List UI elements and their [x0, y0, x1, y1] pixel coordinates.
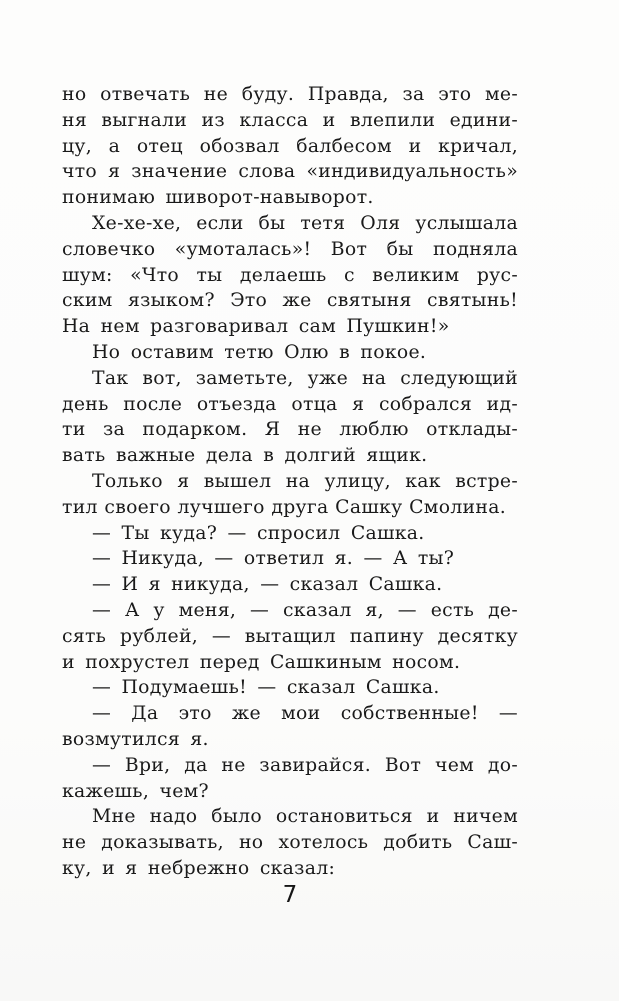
- text-line: — Ты куда? — спросил Сашка.: [92, 522, 425, 544]
- text-line: На нем разговаривал сам Пушкин!»: [62, 316, 450, 338]
- text-line: — Никуда, — ответил я. — А ты?: [92, 548, 455, 570]
- text-line: вать важные дела в долгий ящик.: [62, 445, 428, 467]
- text-line: Только я вышел на улицу, как встре-: [92, 470, 518, 492]
- text-line: Но оставим тетю Олю в покое.: [92, 341, 427, 363]
- text-line: словечко «умоталась»! Вот бы подняла: [62, 238, 518, 260]
- text-line: цу, а отец обозвал балбесом и кричал,: [62, 135, 518, 157]
- text-line: не доказывать, но хотелось добить Саш-: [62, 832, 518, 854]
- text-line: день после отъезда отца я собрался ид-: [62, 393, 518, 415]
- text-line: тил своего лучшего друга Сашку Смолина.: [62, 496, 506, 518]
- text-line: сять рублей, — вытащил папину десятку: [62, 625, 518, 647]
- text-line: — А у меня, — сказал я, — есть де-: [92, 599, 518, 621]
- text-line: шум: «Что ты делаешь с великим рус-: [62, 264, 518, 286]
- text-line: Так вот, заметьте, уже на следующий: [92, 367, 518, 389]
- text-line: ти за подарком. Я не люблю отклады-: [62, 419, 518, 441]
- text-line: — Ври, да не завирайся. Вот чем до-: [92, 754, 518, 776]
- text-line: — Да это же мои собственные! —: [92, 703, 518, 725]
- text-line: понимаю шиворот-навыворот.: [62, 187, 374, 209]
- text-line: возмутился я.: [62, 728, 209, 750]
- text-line: кажешь, чем?: [62, 780, 209, 802]
- text-line: — Подумаешь! — сказал Сашка.: [92, 677, 440, 699]
- text-line: — И я никуда, — сказал Сашка.: [92, 574, 443, 596]
- text-line: Мне надо было остановиться и ничем: [92, 806, 518, 828]
- text-line: и похрустел перед Сашкиным носом.: [62, 651, 461, 673]
- page-text: [62, 82, 518, 882]
- page-number: 7: [282, 882, 298, 908]
- text-line: что я значение слова «индивидуальность»: [62, 161, 518, 183]
- text-line: ня выгнали из класса и влепили едини-: [62, 109, 518, 131]
- text-line: Хе-хе-хе, если бы тетя Оля услышала: [92, 212, 518, 234]
- text-line: ку, и я небрежно сказал:: [62, 857, 336, 879]
- text-line: ским языком? Это же святыня святынь!: [62, 290, 518, 312]
- text-line: но отвечать не буду. Правда, за это ме-: [62, 84, 518, 105]
